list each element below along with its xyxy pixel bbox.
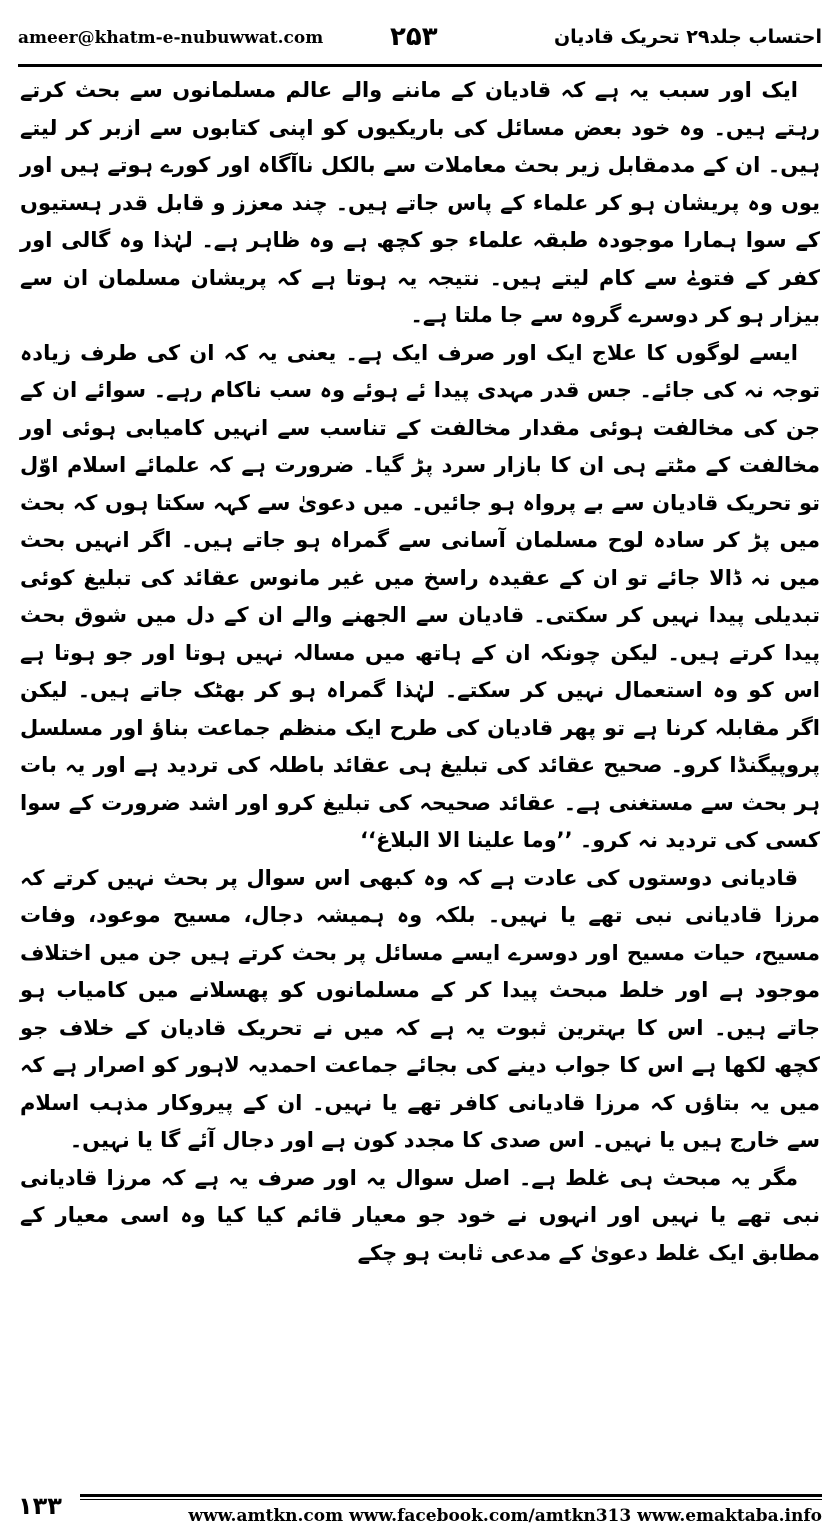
header-book-title: احتساب جلد۲۹ تحریک قادیان [553, 26, 822, 48]
header-page-number: ۲۵۳ [390, 22, 438, 52]
footer-page-number: ۱۳۳ [18, 1492, 62, 1520]
header-divider [18, 64, 822, 67]
paragraph-1: ایک اور سبب یہ ہے کہ قادیان کے ماننے والے عالم مسلمانوں سے بحث کرتے رہتے ہیں۔ وہ خود بعض مسائل کی باریکیوں کو اپنی کتابوں سے ازبر کر لیتے ہیں۔ ان کے مدمقابل زیر بحث معاملات سے بالکل ناآگاہ اور کورے ہوتے ہیں اور یوں وہ پریشان ہو کر علماء کے پاس جاتے ہیں۔ چند معزز و قابل قدر ہستیوں کے سوا ہمارا موجودہ طبقہ علماء جو کچھ ہے وہ ظاہر ہے۔ لہٰذا وہ گالی اور کفر کے فتوےٰ سے کام لیتے ہیں۔ نتیجہ یہ ہوتا ہے کہ پریشان مسلمان ان سے بیزار ہو کر دوسرے گروہ سے جا ملتا ہے۔ [20, 78, 820, 327]
footer-divider [80, 1494, 822, 1497]
footer-divider-thin [80, 1499, 822, 1500]
paragraph-4: مگر یہ مبحث ہی غلط ہے۔ اصل سوال یہ اور صرف یہ ہے کہ مرزا قادیانی نبی تھے یا نہیں اور انہوں نے خود جو معیار قائم کیا کیا وہ اسی معیار کے مطابق ایک غلط دعویٰ کے مدعی ثابت ہو چکے [20, 1165, 820, 1265]
paragraph-2: ایسے لوگوں کا علاج ایک اور صرف ایک ہے۔ یعنی یہ کہ ان کی طرف زیادہ توجہ نہ کی جائے۔ جس قدر مہدی پیدا ئے ہوئے وہ سب ناکام رہے۔ سوائے ان کے جن کی مخالفت ہوئی مقدار مخالفت کے تناسب سے انہیں کامیابی ہوئی اور مخالفت کے مٹتے ہی ان کا بازار سرد پڑ گیا۔ ضرورت ہے کہ علمائے اسلام اوّل تو تحریک قادیان سے بے پرواہ ہو جائیں۔ میں دعویٰ سے کہہ سکتا ہوں کہ بحث میں پڑ کر سادہ لوح مسلمان آسانی سے گمراہ ہو جاتے ہیں۔ اگر انہیں بحث میں نہ ڈالا جائے تو ان کے عقیدہ راسخ میں غیر مانوس عقائد کی تبلیغ کوئی تبدیلی پیدا نہیں کر سکتی۔ قادیان سے الجھنے والے ان کے دل میں شوق بحث پیدا کرتے ہیں۔ لیکن چونکہ ان کے ہاتھ میں مسالہ نہیں ہوتا اور جو ہوتا ہے اس کو وہ استعمال نہیں کر سکتے۔ لہٰذا گمراہ ہو کر بھٹک جاتے ہیں۔ لیکن اگر مقابلہ کرنا ہے تو پھر قادیان کی طرح ایک منظم جماعت بناؤ اور مسلسل پروپیگنڈا کرو۔ صحیح عقائد کی تبلیغ ہی عقائد باطلہ کی تردید ہے اور یہ بات ہر بحث سے مستغنی ہے۔ عقائد صحیحہ کی تبلیغ کرو اور اشد ضرورت کے سوا کسی کی تردید نہ کرو۔ ’’وما علینا الا البلاغ‘‘ [20, 340, 820, 852]
footer-websites: www.amtkn.com www.facebook.com/amtkn313 www.emaktaba.info [188, 1506, 822, 1526]
paragraph-3: قادیانی دوستوں کی عادت ہے کہ وہ کبھی اس سوال پر بحث نہیں کرتے کہ مرزا قادیانی نبی تھے یا نہیں۔ بلکہ وہ ہمیشہ دجال، مسیح موعود، وفات مسیح، حیات مسیح اور دوسرے ایسے مسائل پر بحث کرتے ہیں جن میں اختلاف موجود ہے اور خلط مبحث پیدا کر کے مسلمانوں کو پھسلانے میں کامیاب ہو جاتے ہیں۔ اس کا بہترین ثبوت یہ ہے کہ میں نے تحریک قادیان کے خلاف جو کچھ لکھا ہے اس کا جواب دینے کی بجائے جماعت احمدیہ لاہور کو اصرار ہے کہ میں یہ بتاؤں کہ مرزا قادیانی کافر تھے یا نہیں۔ ان کے پیروکار مذہب اسلام سے خارج ہیں یا نہیں۔ اس صدی کا مجدد کون ہے اور دجال آئے گا یا نہیں۔ [20, 865, 820, 1152]
header-email: ameer@khatm-e-nubuwwat.com [18, 28, 324, 48]
page-header [18, 22, 822, 58]
page-footer [18, 1492, 822, 1532]
page-body [20, 72, 820, 1484]
